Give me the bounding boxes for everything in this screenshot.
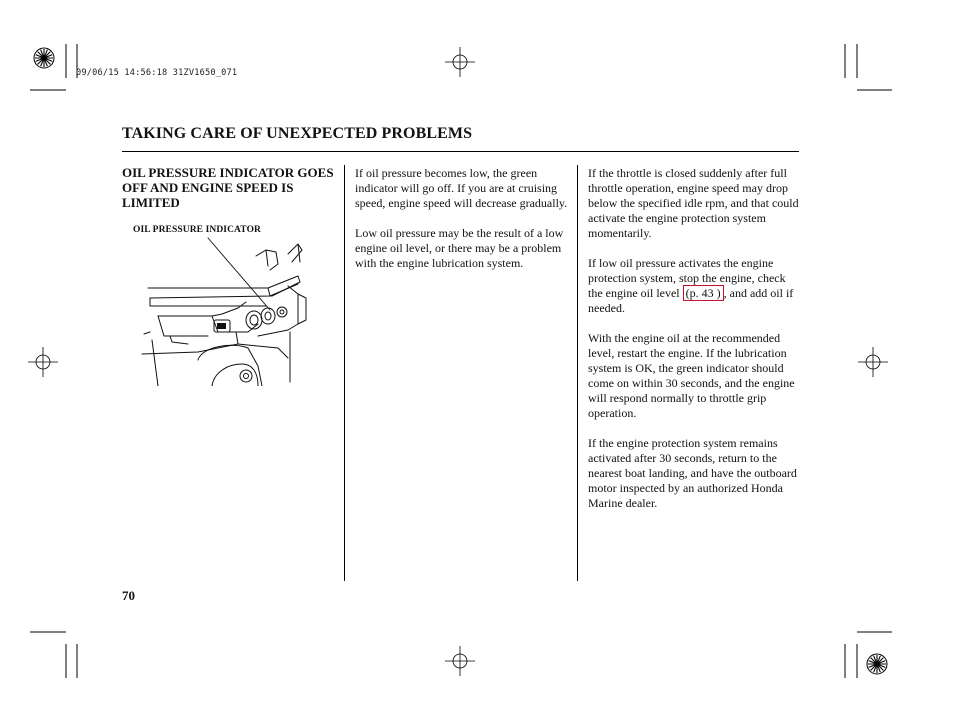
registration-target-top bbox=[445, 47, 475, 77]
engine-illustration bbox=[138, 236, 338, 386]
paragraph: If the throttle is closed suddenly after full throttle operation, engine speed may drop below the specified idle rpm, and that could activate the engine protection system momentarily. bbox=[588, 166, 799, 240]
page-number: 70 bbox=[122, 588, 135, 603]
registration-target-bottom bbox=[445, 646, 475, 676]
column-2-text bbox=[355, 166, 569, 286]
page-title: TAKING CARE OF UNEXPECTED PROBLEMS bbox=[122, 125, 473, 142]
section-heading: OIL PRESSURE INDICATOR GOES OFF AND ENGINE SPEED IS LIMITED bbox=[122, 165, 334, 210]
registration-target-right bbox=[858, 347, 888, 377]
figure-callout-label: OIL PRESSURE INDICATOR bbox=[133, 225, 262, 235]
registration-target-left bbox=[28, 347, 58, 377]
paragraph: If the engine protection system remains activated after 30 seconds, return to the nearest boat landing, and have the outboard motor inspected by an authorized Honda Marine dealer. bbox=[588, 436, 797, 510]
paragraph: Low oil pressure may be the result of a low engine oil level, or there may be a problem with the engine lubrication system. bbox=[355, 226, 564, 270]
sunburst-mark-bottom-right bbox=[867, 654, 887, 674]
print-timestamp: 09/06/15 14:56:18 31ZV1650_071 bbox=[76, 68, 238, 78]
column-divider-2 bbox=[577, 165, 578, 581]
page-reference-link[interactable]: (p. 43 ) bbox=[683, 285, 724, 301]
callout-leader-line bbox=[208, 238, 270, 310]
paragraph-text: If low oil pressure activates the engine protection system, stop the engine, check the engine oil level bbox=[588, 256, 786, 300]
paragraph-text: , and add oil if needed. bbox=[588, 286, 794, 315]
paragraph: With the engine oil at the recommended level, restart the engine. If the lubrication system is OK, the green indicator should come on within 30 seconds, and the engine will respond normally to throttle grip operation. bbox=[588, 331, 795, 420]
title-rule bbox=[122, 151, 799, 152]
column-3-text bbox=[588, 166, 802, 526]
paragraph bbox=[588, 256, 802, 316]
paragraph: If oil pressure becomes low, the green indicator will go off. If you are at cruising speed, engine speed will decrease gradually. bbox=[355, 166, 568, 210]
sunburst-mark-top-left bbox=[34, 48, 54, 68]
column-divider-1 bbox=[344, 165, 345, 581]
